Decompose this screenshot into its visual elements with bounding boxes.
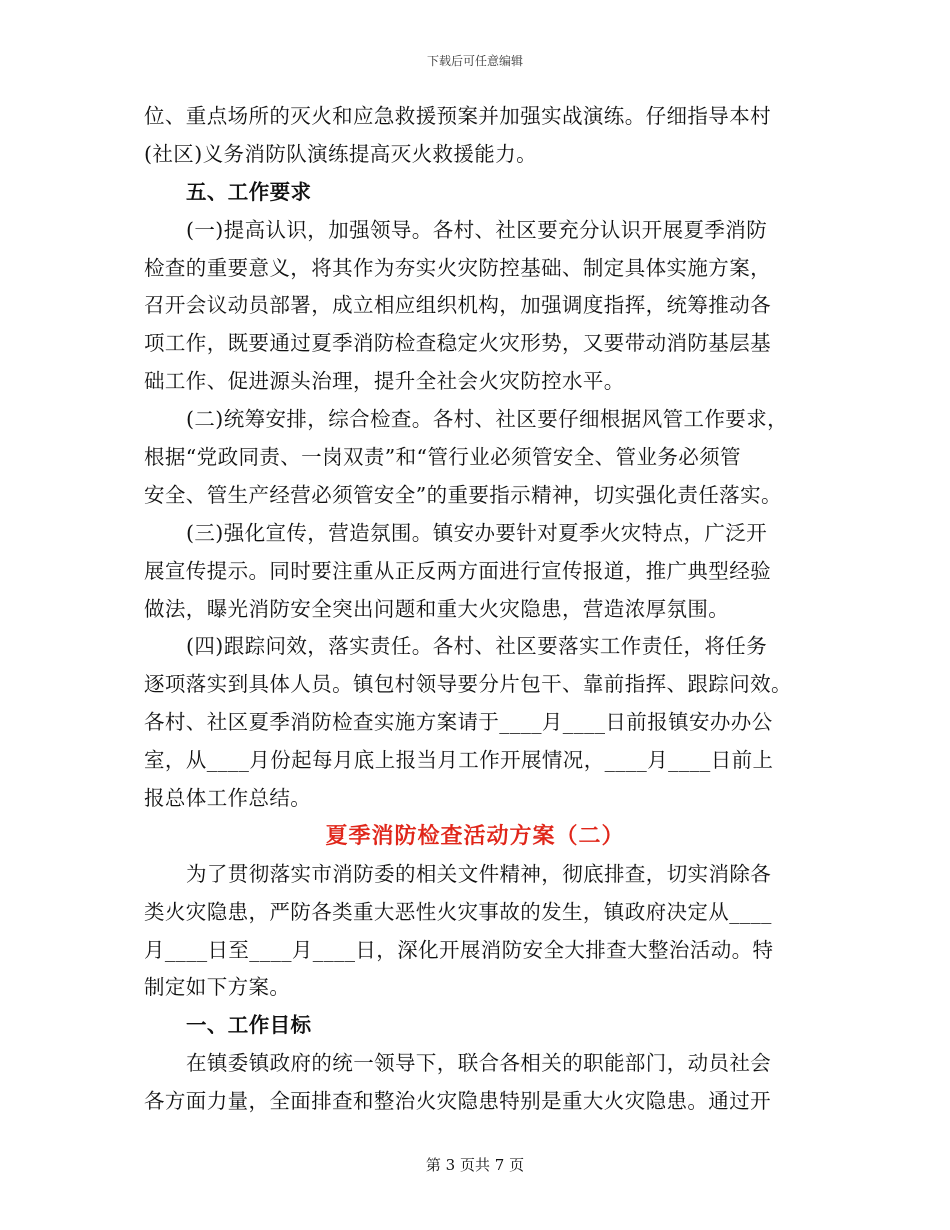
text-line: 检查的重要意义，将其作为夯实火灾防控基础、制定具体实施方案， <box>144 255 771 280</box>
text-line: 位、重点场所的灭火和应急救援预案并加强实战演练。仔细指导本村 <box>144 104 771 128</box>
text-line: 各村、社区夏季消防检查实施方案请于____月____日前报镇安办办公 <box>144 710 773 735</box>
section-heading: 一、工作目标 <box>186 1013 312 1038</box>
text-line: 类火灾隐患，严防各类重大恶性火灾事故的发生，镇政府决定从____ <box>144 899 772 924</box>
text-line: (四)跟踪问效，落实责任。各村、社区要落实工作责任，将任务 <box>186 634 768 659</box>
text-line: 月____日至____月____日，深化开展消防安全大排查大整治活动。特 <box>144 937 774 962</box>
text-line: 在镇委镇政府的统一领导下，联合各相关的职能部门，动员社会 <box>186 1051 772 1076</box>
text-line: (一)提高认识，加强领导。各村、社区要充分认识开展夏季消防 <box>186 217 768 242</box>
text-line: 室，从____月份起每月底上报当月工作开展情况，____月____日前上 <box>144 748 774 773</box>
text-line: 安全、管生产经营必须管安全”的重要指示精神，切实强化责任落实。 <box>144 482 782 507</box>
text-line: 为了贯彻落实市消防委的相关文件精神，彻底排查，切实消除各 <box>186 861 772 886</box>
text-line: 展宣传提示。同时要注重从正反两方面进行宣传报道，推广典型经验 <box>144 558 771 583</box>
text-line: 制定如下方案。 <box>144 975 291 1000</box>
document-title: 夏季消防检查活动方案（二） <box>325 823 625 849</box>
text-line: (社区)义务消防队演练提高灭火救援能力。 <box>144 141 537 166</box>
text-line: 做法，曝光消防安全突出问题和重大火灾隐患，营造浓厚氛围。 <box>144 596 730 621</box>
text-line: 根据“党政同责、一岗双责”和“管行业必须管安全、管业务必须管 <box>144 445 741 470</box>
text-line: (三)强化宣传，营造氛围。镇安办要针对夏季火灾特点，广泛开 <box>186 520 768 545</box>
text-line: 项工作，既要通过夏季消防检查稳定火灾形势，又要带动消防基层基 <box>144 331 771 356</box>
text-line: 逐项落实到具体人员。镇包村领导要分片包干、靠前指挥、跟踪问效。 <box>144 672 792 697</box>
text-line: (二)统筹安排，综合检查。各村、社区要仔细根据风管工作要求， <box>186 407 788 432</box>
page-number: 第 3 页共 7 页 <box>425 1156 525 1174</box>
text-line: 召开会议动员部署，成立相应组织机构，加强调度指挥，统筹推动各 <box>144 293 771 318</box>
document-body <box>144 98 806 1121</box>
section-heading: 五、工作要求 <box>186 179 312 204</box>
text-line: 报总体工作总结。 <box>144 786 312 811</box>
page-header: 下载后可任意编辑 <box>426 54 523 68</box>
text-line: 础工作、促进源头治理，提升全社会火灾防控水平。 <box>144 369 625 394</box>
text-line: 各方面力量，全面排查和整治火灾隐患特别是重大火灾隐患。通过开 <box>144 1089 771 1114</box>
